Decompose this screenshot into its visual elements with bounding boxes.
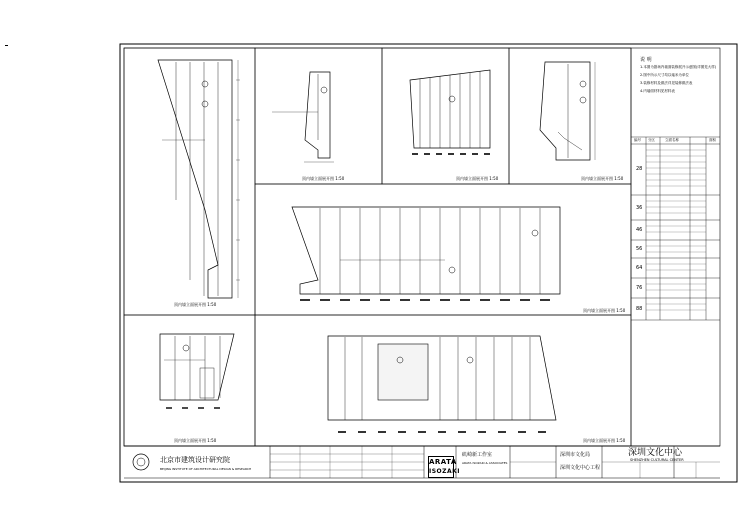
view-elevation-4 [509,48,631,184]
table-header-2: 分区 [648,138,655,142]
view-elevation-2 [255,48,382,184]
view-elevation-3 [382,48,509,184]
row-group-4: 56 [636,246,643,252]
schedule-table [631,137,720,320]
row-group-1: 28 [636,166,643,172]
table-header-1: 编号 [634,138,641,142]
note-4: 4.内墙面材料见材料表 [640,89,675,93]
row-group-6: 76 [636,285,643,291]
table-rows [646,150,706,310]
view-elevation-5 [255,184,631,315]
firm-name-cn: 矶崎新工作室 [462,452,493,458]
note-1: 1.本图为剧场内墙面装修展开示意图(详图见大样) [640,65,717,69]
view-elevation-1 [124,48,255,315]
institute-emblem [133,454,149,470]
note-3: 3.装修材料及做法详见装修做法表 [640,81,693,85]
view-title-6: 顶内墙立面展开图 1:50 [174,438,217,443]
view-title-1: 顶内墙立面展开图 1:50 [174,302,217,307]
view-title-3: 顶内墙立面展开图 1:50 [456,176,499,181]
row-group-7: 88 [636,306,643,312]
client-name: 深圳市文化局 [560,452,591,458]
view-title-2: 顶内墙立面展开图 1:50 [302,176,345,181]
view-elevation-7 [255,315,631,446]
view-title-7: 顶内墙立面展开图 1:50 [583,438,626,443]
architect-logo [428,456,461,478]
institute-name-cn: 北京市建筑设计研究院 [160,456,230,464]
logo-line-1: ARATA [429,458,457,466]
note-2: 2.图中所示尺寸均以毫米为单位 [640,73,689,77]
table-header-4: 面积 [709,138,716,142]
firm-name-en: ARATA ISOZAKI & ASSOCIATES [462,461,508,465]
center-name-cn: 深圳文化中心 [628,448,683,458]
row-group-5: 64 [636,265,643,271]
notes-title: 说 明 [640,57,652,63]
view-title-4: 顶内墙立面展开图 1:50 [581,176,624,181]
institute-name-en: BEIJING INSTITUTE OF ARCHITECTURAL DESIGN & RESEARCH [160,467,252,471]
view-title-5: 顶内墙立面展开图 1:50 [583,308,626,313]
row-group-3: 46 [636,227,643,233]
center-name-en: SHENZHEN CULTURAL CENTER [630,458,684,462]
project-name: 深圳文化中心工程 [560,465,601,471]
view-elevation-6 [124,315,255,446]
logo-line-2: ISOZAKI [429,468,461,475]
row-group-2: 36 [636,205,643,211]
table-header-3: 立面名称 [665,138,679,142]
sheet-border [120,44,737,482]
